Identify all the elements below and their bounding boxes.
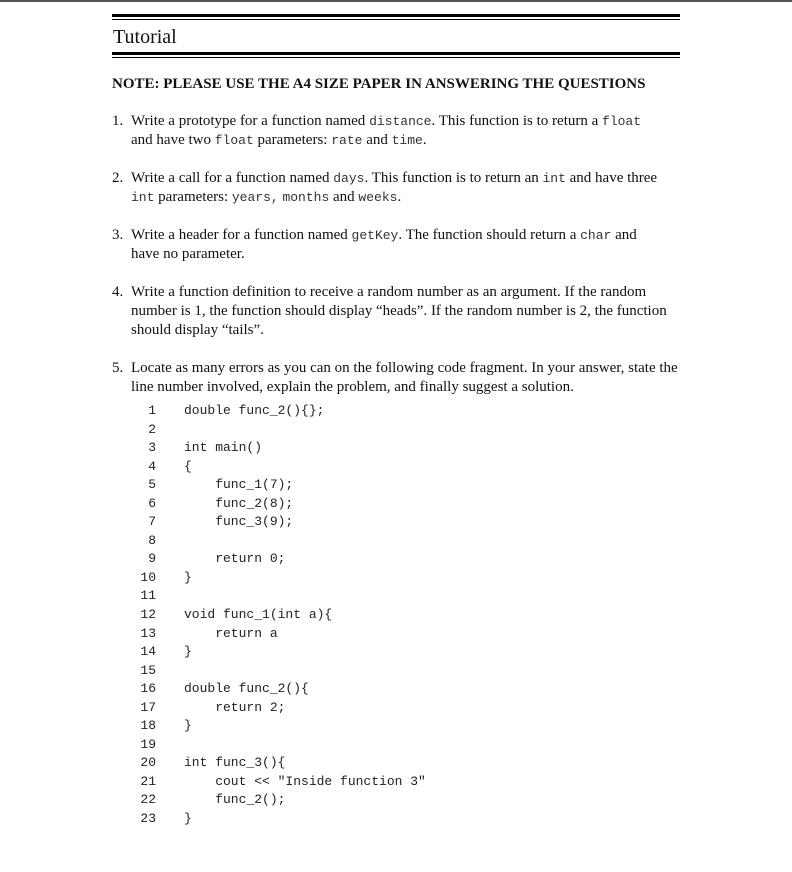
q3-text-3: and [611,227,637,243]
q1-code-rate: rate [331,133,363,148]
question-4 [112,283,680,340]
line-number: 17 [140,699,156,715]
question-number: 5. [112,360,124,376]
code-line [136,736,156,755]
code-text: { [184,458,192,474]
q1-text-3: and have two [131,132,215,148]
code-line [136,810,192,829]
line-number: 2 [148,421,156,437]
q2-code-weeks: weeks [358,190,398,205]
q1-text-5: and [362,132,392,148]
code-text: } [184,644,192,660]
code-line [136,421,156,440]
code-text: return a [184,625,278,641]
code-line [136,643,192,662]
line-number: 22 [140,792,156,808]
code-line [136,754,286,773]
line-number: 9 [148,551,156,567]
line-number: 8 [148,532,156,548]
q3-text-2: . The function should return a [398,227,581,243]
code-line [136,791,286,810]
q1-text-4: parameters: [253,132,332,148]
q2-text-2: . This function is to return an [364,170,543,186]
code-line [136,550,286,569]
q3-text-1: Write a header for a function named [131,227,352,243]
code-text: } [184,569,192,585]
q3-code-getkey: getKey [351,228,399,243]
question-1 [112,112,680,150]
q2-code-years: years, [231,190,279,205]
question-number: 4. [112,284,124,300]
code-line [136,402,325,421]
code-line [136,587,156,606]
question-number: 3. [112,227,124,243]
q1-code-time: time [391,133,423,148]
line-number: 5 [148,477,156,493]
line-number: 14 [140,644,156,660]
q2-text-1: Write a call for a function named [131,170,334,186]
line-number: 19 [140,736,156,752]
q1-code-distance: distance [369,114,432,129]
code-line [136,773,426,792]
code-text: } [184,811,192,827]
q2-code-months: months [282,190,330,205]
q2-code-int: int [542,171,566,186]
q2-text-4: parameters: [154,189,232,205]
instruction-note: NOTE: PLEASE USE THE A4 SIZE PAPER IN ANSWERING THE QUESTIONS [112,76,646,92]
q2-code-days: days [333,171,365,186]
question-2 [112,169,680,207]
question-number: 2. [112,170,124,186]
q3-code-char: char [580,228,612,243]
line-number: 1 [148,403,156,418]
code-text: return 2; [184,699,286,715]
code-text: double func_2(){ [184,681,309,697]
header-rule-top [112,14,680,17]
code-line [136,513,294,532]
page-title: Tutorial [113,26,177,48]
line-number: 16 [140,681,156,697]
q4-text: Write a function definition to receive a random number as an argument. If the random number is 1, the function should display “heads”. If the random number is 2, the function should display “tails”. [131,284,667,338]
code-line [136,717,192,736]
code-text: int main() [184,440,263,456]
question-3 [112,226,680,264]
code-line [136,699,286,718]
question-number: 1. [112,113,124,129]
q1-code-float-2: float [214,133,254,148]
question-5 [112,359,680,397]
header-rule-bottom [112,52,680,55]
line-number: 23 [140,811,156,827]
code-line [136,458,192,477]
window-top-border [0,0,792,2]
line-number: 12 [140,607,156,623]
code-line [136,662,156,681]
code-fragment [136,402,426,829]
code-line [136,606,333,625]
q2-code-int-2: int [131,190,155,205]
q2-text-6: and [329,189,359,205]
q1-text-2: . This function is to return a [431,113,603,129]
code-line [136,495,294,514]
code-line [136,569,192,588]
line-number: 10 [140,569,156,585]
line-number: 15 [140,662,156,678]
line-number: 18 [140,718,156,734]
code-text: func_2(8); [184,495,294,511]
header-rule-bottom-thin [112,57,680,58]
q1-text-1: Write a prototype for a function named [131,113,370,129]
code-text: } [184,718,192,734]
line-number: 3 [148,440,156,456]
line-number: 11 [140,588,156,604]
code-line [136,532,156,551]
code-line [136,476,294,495]
line-number: 4 [148,458,156,474]
q5-text: Locate as many errors as you can on the following code fragment. In your answer, state the line number involved, explain the problem, and finally suggest a solution. [131,360,678,395]
line-number: 20 [140,755,156,771]
code-text: cout << "Inside function 3" [184,773,426,789]
code-line [136,439,263,458]
code-text: double func_2(){}; [184,403,325,418]
code-text: func_2(); [184,792,286,808]
line-number: 6 [148,495,156,511]
document-page [112,14,680,397]
line-number: 21 [140,773,156,789]
q3-text-4: have no parameter. [131,246,245,262]
line-number: 13 [140,625,156,641]
code-text: int func_3(){ [184,755,286,771]
q1-text-6: . [422,132,427,148]
q2-text-3: and have three [565,170,658,186]
code-line [136,625,278,644]
line-number: 7 [148,514,156,530]
code-line [136,680,309,699]
code-text: void func_1(int a){ [184,607,333,623]
code-text: func_1(7); [184,477,294,493]
q1-code-float: float [602,114,642,129]
q2-text-7: . [397,189,402,205]
code-text: func_3(9); [184,514,294,530]
code-text: return 0; [184,551,286,567]
